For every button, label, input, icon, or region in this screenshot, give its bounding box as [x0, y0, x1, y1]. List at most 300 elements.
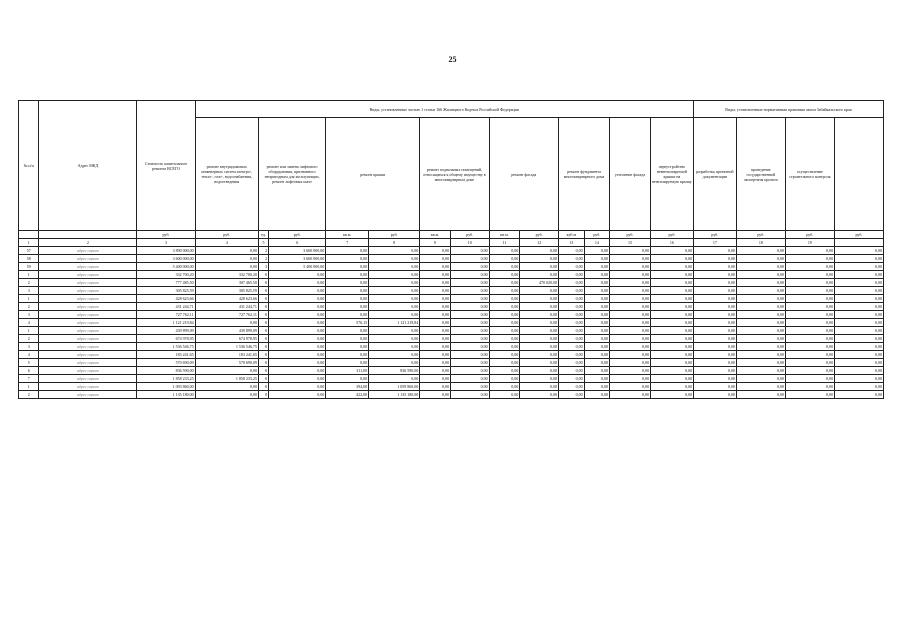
- unit-cell: кв.м.: [326, 231, 369, 239]
- unit-cell: кв.м.: [420, 231, 451, 239]
- value-cell: 0,00: [420, 359, 451, 367]
- value-cell: 0: [258, 391, 268, 399]
- value-cell: 0: [258, 359, 268, 367]
- value-cell: 0,00: [650, 359, 693, 367]
- value-cell: 332 700,20: [137, 271, 195, 279]
- value-cell: 0,00: [420, 375, 451, 383]
- value-cell: 0,00: [450, 319, 489, 327]
- value-cell: 0,00: [450, 295, 489, 303]
- column-index: 9: [420, 239, 451, 247]
- value-cell: 0,00: [610, 319, 651, 327]
- value-cell: 0,00: [785, 383, 834, 391]
- value-cell: 0,00: [610, 391, 651, 399]
- value-cell: 0,00: [559, 303, 585, 311]
- value-cell: 576,15: [326, 319, 369, 327]
- address-withheld-note: адрес скрыт: [77, 272, 99, 277]
- unit-cell: руб.: [450, 231, 489, 239]
- value-cell: 0,00: [489, 303, 520, 311]
- value-cell: 0: [258, 311, 268, 319]
- unit-cell: руб.: [195, 231, 258, 239]
- value-cell: 0,00: [489, 335, 520, 343]
- value-cell: 0,00: [610, 287, 651, 295]
- col-foundation-header: ремонт фундамента многоквартирного дома: [559, 118, 610, 231]
- value-cell: 0,00: [785, 375, 834, 383]
- value-cell: 0,00: [369, 335, 420, 343]
- value-cell: 422,00: [326, 391, 369, 399]
- value-cell: 0,00: [369, 287, 420, 295]
- value-cell: 0,00: [450, 391, 489, 399]
- value-cell: 0,00: [736, 343, 785, 351]
- value-cell: 0,00: [650, 343, 693, 351]
- value-cell: 0,00: [195, 319, 258, 327]
- table-row: [19, 359, 884, 367]
- column-index: 15: [610, 239, 651, 247]
- value-cell: 0,00: [610, 375, 651, 383]
- value-cell: 0,00: [520, 311, 559, 319]
- value-cell: 0,00: [326, 327, 369, 335]
- address-cell: [39, 335, 137, 343]
- value-cell: 0,00: [195, 247, 258, 255]
- column-index: 11: [489, 239, 520, 247]
- value-cell: 0,00: [736, 383, 785, 391]
- value-cell: 0,00: [834, 359, 883, 367]
- table-row: [19, 279, 884, 287]
- address-withheld-note: адрес скрыт: [77, 312, 99, 317]
- table-row: [19, 391, 884, 399]
- value-cell: 0,00: [785, 319, 834, 327]
- value-cell: 0,00: [520, 335, 559, 343]
- value-cell: 0,00: [369, 303, 420, 311]
- value-cell: 0,00: [785, 295, 834, 303]
- value-cell: 777 485,50: [137, 279, 195, 287]
- row-number: 2: [19, 279, 39, 287]
- value-cell: 0: [258, 383, 268, 391]
- value-cell: 0,00: [269, 303, 326, 311]
- value-cell: 0,00: [834, 343, 883, 351]
- value-cell: 0,00: [489, 295, 520, 303]
- value-cell: 0,00: [785, 367, 834, 375]
- value-cell: 0,00: [785, 391, 834, 399]
- units-row: [19, 231, 884, 239]
- unit-cell: [19, 231, 39, 239]
- column-index: 1: [19, 239, 39, 247]
- value-cell: 0,00: [650, 319, 693, 327]
- value-cell: 0,00: [584, 319, 610, 327]
- row-number: 2: [19, 303, 39, 311]
- value-cell: 0,00: [650, 311, 693, 319]
- value-cell: 1 858 233,25: [137, 375, 195, 383]
- value-cell: 3 600 000,00: [269, 247, 326, 255]
- column-index: 5: [258, 239, 268, 247]
- value-cell: 0,00: [834, 383, 883, 391]
- value-cell: 0,00: [584, 311, 610, 319]
- value-cell: 0,00: [650, 367, 693, 375]
- value-cell: 0,00: [369, 343, 420, 351]
- value-cell: 0,00: [559, 351, 585, 359]
- unit-cell: руб.: [785, 231, 834, 239]
- value-cell: 0,00: [420, 335, 451, 343]
- value-cell: 0,00: [785, 311, 834, 319]
- value-cell: 0,00: [450, 303, 489, 311]
- value-cell: 0,00: [520, 271, 559, 279]
- table-row: [19, 255, 884, 263]
- value-cell: 431 244,71: [137, 303, 195, 311]
- value-cell: 0,00: [650, 303, 693, 311]
- value-cell: 0,00: [269, 375, 326, 383]
- value-cell: 311,00: [326, 367, 369, 375]
- value-cell: 0,00: [650, 255, 693, 263]
- column-index: 12: [520, 239, 559, 247]
- address-withheld-note: адрес скрыт: [77, 280, 99, 285]
- table-row: [19, 367, 884, 375]
- value-cell: 0,00: [736, 247, 785, 255]
- value-cell: 0,00: [736, 319, 785, 327]
- value-cell: 0,00: [269, 391, 326, 399]
- col-blank-header: [834, 118, 883, 231]
- unit-cell: руб.: [520, 231, 559, 239]
- value-cell: 0: [258, 367, 268, 375]
- value-cell: 0,00: [450, 375, 489, 383]
- value-cell: 0,00: [450, 279, 489, 287]
- value-cell: 3: [258, 263, 268, 271]
- value-cell: 307 465,50: [195, 279, 258, 287]
- table-row: [19, 247, 884, 255]
- value-cell: 0,00: [195, 263, 258, 271]
- value-cell: 0,00: [610, 303, 651, 311]
- address-cell: [39, 327, 137, 335]
- value-cell: 0,00: [610, 351, 651, 359]
- value-cell: 0,00: [420, 247, 451, 255]
- value-cell: 0: [258, 343, 268, 351]
- value-cell: 0,00: [736, 311, 785, 319]
- value-cell: 0,00: [584, 263, 610, 271]
- value-cell: 0,00: [650, 351, 693, 359]
- value-cell: 0,00: [834, 279, 883, 287]
- value-cell: 0: [258, 335, 268, 343]
- column-index-row: [19, 239, 884, 247]
- address-cell: [39, 375, 137, 383]
- value-cell: 0,00: [520, 263, 559, 271]
- value-cell: 0,00: [834, 303, 883, 311]
- value-cell: 0,00: [369, 279, 420, 287]
- value-cell: 0,00: [785, 327, 834, 335]
- col-elevator-header: ремонт или замена лифтового оборудования, признанного непригодным для эксплуатации, ремонт лифтовых шахт: [258, 118, 325, 231]
- value-cell: 0,00: [559, 375, 585, 383]
- value-cell: 0,00: [369, 311, 420, 319]
- value-cell: 3 600 000,00: [269, 255, 326, 263]
- value-cell: 0,00: [420, 391, 451, 399]
- address-cell: [39, 255, 137, 263]
- value-cell: 0,00: [450, 383, 489, 391]
- value-cell: 0,00: [834, 263, 883, 271]
- row-number: 1: [19, 383, 39, 391]
- value-cell: 0,00: [584, 303, 610, 311]
- column-index: 2: [39, 239, 137, 247]
- value-cell: 0,00: [489, 311, 520, 319]
- value-cell: 0,00: [520, 367, 559, 375]
- address-withheld-note: адрес скрыт: [77, 376, 99, 381]
- address-cell: [39, 383, 137, 391]
- col-basement-header: ремонт подвальных помещений, относящихся к общему имуществу в многоквартирном доме: [420, 118, 489, 231]
- value-cell: 0,00: [326, 359, 369, 367]
- value-cell: 394,00: [326, 383, 369, 391]
- value-cell: 0,00: [326, 335, 369, 343]
- unit-cell: руб.: [650, 231, 693, 239]
- column-index: 10: [450, 239, 489, 247]
- unit-cell: руб.: [137, 231, 195, 239]
- value-cell: 0,00: [650, 271, 693, 279]
- row-number: 3: [19, 287, 39, 295]
- value-cell: 0,00: [834, 391, 883, 399]
- address-cell: [39, 319, 137, 327]
- value-cell: 0,00: [520, 391, 559, 399]
- unit-cell: руб.: [584, 231, 610, 239]
- value-cell: 0,00: [420, 327, 451, 335]
- value-cell: 0,00: [736, 263, 785, 271]
- value-cell: 0,00: [736, 279, 785, 287]
- value-cell: 570 690,09: [195, 359, 258, 367]
- table-row: [19, 319, 884, 327]
- value-cell: 0,00: [834, 271, 883, 279]
- value-cell: 0,00: [834, 367, 883, 375]
- value-cell: 0: [258, 375, 268, 383]
- value-cell: 0,00: [785, 335, 834, 343]
- registry-table: [18, 100, 884, 399]
- value-cell: 0,00: [489, 383, 520, 391]
- value-cell: 0,00: [736, 327, 785, 335]
- value-cell: 439 899,09: [137, 327, 195, 335]
- value-cell: 0,00: [584, 271, 610, 279]
- value-cell: 0,00: [420, 383, 451, 391]
- value-cell: 0,00: [489, 279, 520, 287]
- value-cell: 0,00: [736, 351, 785, 359]
- value-cell: 0,00: [559, 287, 585, 295]
- address-cell: [39, 311, 137, 319]
- row-number: 3: [19, 311, 39, 319]
- value-cell: 0,00: [650, 391, 693, 399]
- address-withheld-note: адрес скрыт: [77, 384, 99, 389]
- value-cell: 0,00: [420, 271, 451, 279]
- value-cell: 0,00: [559, 271, 585, 279]
- value-cell: 0,00: [610, 327, 651, 335]
- value-cell: 0,00: [326, 255, 369, 263]
- value-cell: 0,00: [520, 383, 559, 391]
- column-index: 19: [785, 239, 834, 247]
- value-cell: 0,00: [269, 367, 326, 375]
- value-cell: 0,00: [489, 327, 520, 335]
- value-cell: 0,00: [559, 367, 585, 375]
- column-index: 8: [369, 239, 420, 247]
- value-cell: 0,00: [584, 359, 610, 367]
- value-cell: 0,00: [269, 271, 326, 279]
- value-cell: 0,00: [693, 351, 736, 359]
- value-cell: 0,00: [450, 271, 489, 279]
- value-cell: 0,00: [420, 295, 451, 303]
- row-number: 7: [19, 375, 39, 383]
- registry-body: [19, 247, 884, 399]
- value-cell: 0,00: [785, 359, 834, 367]
- row-number: 2: [19, 335, 39, 343]
- value-cell: 0,00: [610, 295, 651, 303]
- value-cell: 0,00: [369, 295, 420, 303]
- value-cell: 0,00: [559, 383, 585, 391]
- value-cell: 0,00: [610, 367, 651, 375]
- address-cell: [39, 279, 137, 287]
- value-cell: 0,00: [489, 367, 520, 375]
- value-cell: 0,00: [450, 327, 489, 335]
- table-row: [19, 303, 884, 311]
- address-cell: [39, 343, 137, 351]
- value-cell: 0,00: [420, 319, 451, 327]
- value-cell: 428 623,66: [195, 295, 258, 303]
- value-cell: 1 858 233,25: [195, 375, 258, 383]
- value-cell: 0,00: [559, 335, 585, 343]
- value-cell: 0,00: [650, 279, 693, 287]
- value-cell: 0,00: [326, 287, 369, 295]
- value-cell: 0,00: [450, 335, 489, 343]
- value-cell: 0,00: [693, 383, 736, 391]
- table-row: [19, 311, 884, 319]
- value-cell: 1 093 860,00: [137, 383, 195, 391]
- value-cell: 0,00: [450, 255, 489, 263]
- value-cell: 0,00: [420, 303, 451, 311]
- table-row: [19, 351, 884, 359]
- unit-cell: [39, 231, 137, 239]
- table-row: [19, 383, 884, 391]
- value-cell: 0,00: [834, 375, 883, 383]
- value-cell: 0,00: [650, 383, 693, 391]
- value-cell: 1 121 219,84: [369, 319, 420, 327]
- value-cell: 0,00: [450, 367, 489, 375]
- value-cell: 0,00: [584, 335, 610, 343]
- value-cell: 0,00: [650, 263, 693, 271]
- value-cell: 0,00: [489, 351, 520, 359]
- value-cell: 0,00: [785, 247, 834, 255]
- value-cell: 1 121 219,84: [137, 319, 195, 327]
- value-cell: 0,00: [450, 359, 489, 367]
- value-cell: 0,00: [785, 271, 834, 279]
- value-cell: 0,00: [834, 327, 883, 335]
- value-cell: 0,00: [195, 383, 258, 391]
- value-cell: 0,00: [559, 327, 585, 335]
- unit-cell: руб.: [693, 231, 736, 239]
- value-cell: 431 244,71: [195, 303, 258, 311]
- value-cell: 0,00: [489, 359, 520, 367]
- value-cell: 0: [258, 327, 268, 335]
- col-design-docs-header: разработка проектной документации: [693, 118, 736, 231]
- value-cell: 0,00: [326, 375, 369, 383]
- value-cell: 0,00: [693, 303, 736, 311]
- value-cell: 727 762,11: [137, 311, 195, 319]
- table-row: [19, 295, 884, 303]
- value-cell: 0,00: [693, 295, 736, 303]
- value-cell: 0,00: [610, 247, 651, 255]
- value-cell: 0,00: [736, 295, 785, 303]
- value-cell: 1 536 546,75: [195, 343, 258, 351]
- address-cell: [39, 367, 137, 375]
- value-cell: 428 623,66: [137, 295, 195, 303]
- address-withheld-note: адрес скрыт: [77, 296, 99, 301]
- value-cell: 0,00: [520, 375, 559, 383]
- value-cell: 0: [258, 319, 268, 327]
- value-cell: 0,00: [693, 279, 736, 287]
- value-cell: 439 899,09: [195, 327, 258, 335]
- col-facade-header: ремонт фасада: [489, 118, 558, 231]
- value-cell: 0,00: [269, 319, 326, 327]
- value-cell: 0,00: [559, 279, 585, 287]
- address-cell: [39, 351, 137, 359]
- address-cell: [39, 359, 137, 367]
- value-cell: 0,00: [489, 263, 520, 271]
- value-cell: 0,00: [584, 255, 610, 263]
- row-number: 4: [19, 319, 39, 327]
- row-number: 1: [19, 271, 39, 279]
- value-cell: 0,00: [269, 327, 326, 335]
- value-cell: 0,00: [269, 383, 326, 391]
- address-cell: [39, 391, 137, 399]
- value-cell: 0,00: [736, 359, 785, 367]
- value-cell: 0,00: [195, 391, 258, 399]
- row-number: 57: [19, 247, 39, 255]
- table-row: [19, 375, 884, 383]
- value-cell: 0,00: [520, 351, 559, 359]
- value-cell: 0,00: [450, 351, 489, 359]
- value-cell: 0,00: [520, 255, 559, 263]
- row-number: 1: [19, 295, 39, 303]
- value-cell: 0,00: [520, 327, 559, 335]
- column-index: 7: [326, 239, 369, 247]
- unit-cell: руб.: [736, 231, 785, 239]
- value-cell: 0,00: [736, 303, 785, 311]
- value-cell: 674 978,95: [195, 335, 258, 343]
- value-cell: 0,00: [369, 271, 420, 279]
- row-number: 2: [19, 391, 39, 399]
- value-cell: 0,00: [584, 279, 610, 287]
- row-number: 6: [19, 367, 39, 375]
- value-cell: 0,00: [195, 255, 258, 263]
- value-cell: 1 536 546,75: [137, 343, 195, 351]
- value-cell: 0,00: [450, 287, 489, 295]
- value-cell: 0,00: [326, 343, 369, 351]
- address-withheld-note: адрес скрыт: [77, 392, 99, 397]
- value-cell: 1 059 860,00: [369, 383, 420, 391]
- column-index: 6: [269, 239, 326, 247]
- value-cell: 5 400 000,00: [137, 263, 195, 271]
- value-cell: 0,00: [559, 255, 585, 263]
- value-cell: 0,00: [559, 319, 585, 327]
- value-cell: 727 762,11: [195, 311, 258, 319]
- value-cell: 0,00: [834, 287, 883, 295]
- value-cell: 0,00: [269, 295, 326, 303]
- value-cell: 0,00: [369, 359, 420, 367]
- address-withheld-note: адрес скрыт: [77, 344, 99, 349]
- value-cell: 0,00: [450, 247, 489, 255]
- value-cell: 0,00: [785, 263, 834, 271]
- value-cell: 0,00: [693, 375, 736, 383]
- unit-cell: ед.: [258, 231, 268, 239]
- page-number: 25: [448, 55, 457, 64]
- value-cell: 0,00: [489, 319, 520, 327]
- table-row: [19, 287, 884, 295]
- value-cell: 470 020,00: [520, 279, 559, 287]
- value-cell: 1 135 180,00: [369, 391, 420, 399]
- unit-cell: руб.: [834, 231, 883, 239]
- value-cell: 0,00: [610, 279, 651, 287]
- col-facade-insulation-header: утепление фасада: [610, 118, 651, 231]
- col-flat-roof-header: переустройство невентилируемой крыши на вентилируемую крышу: [650, 118, 693, 231]
- value-cell: 0: [258, 279, 268, 287]
- value-cell: 0,00: [369, 247, 420, 255]
